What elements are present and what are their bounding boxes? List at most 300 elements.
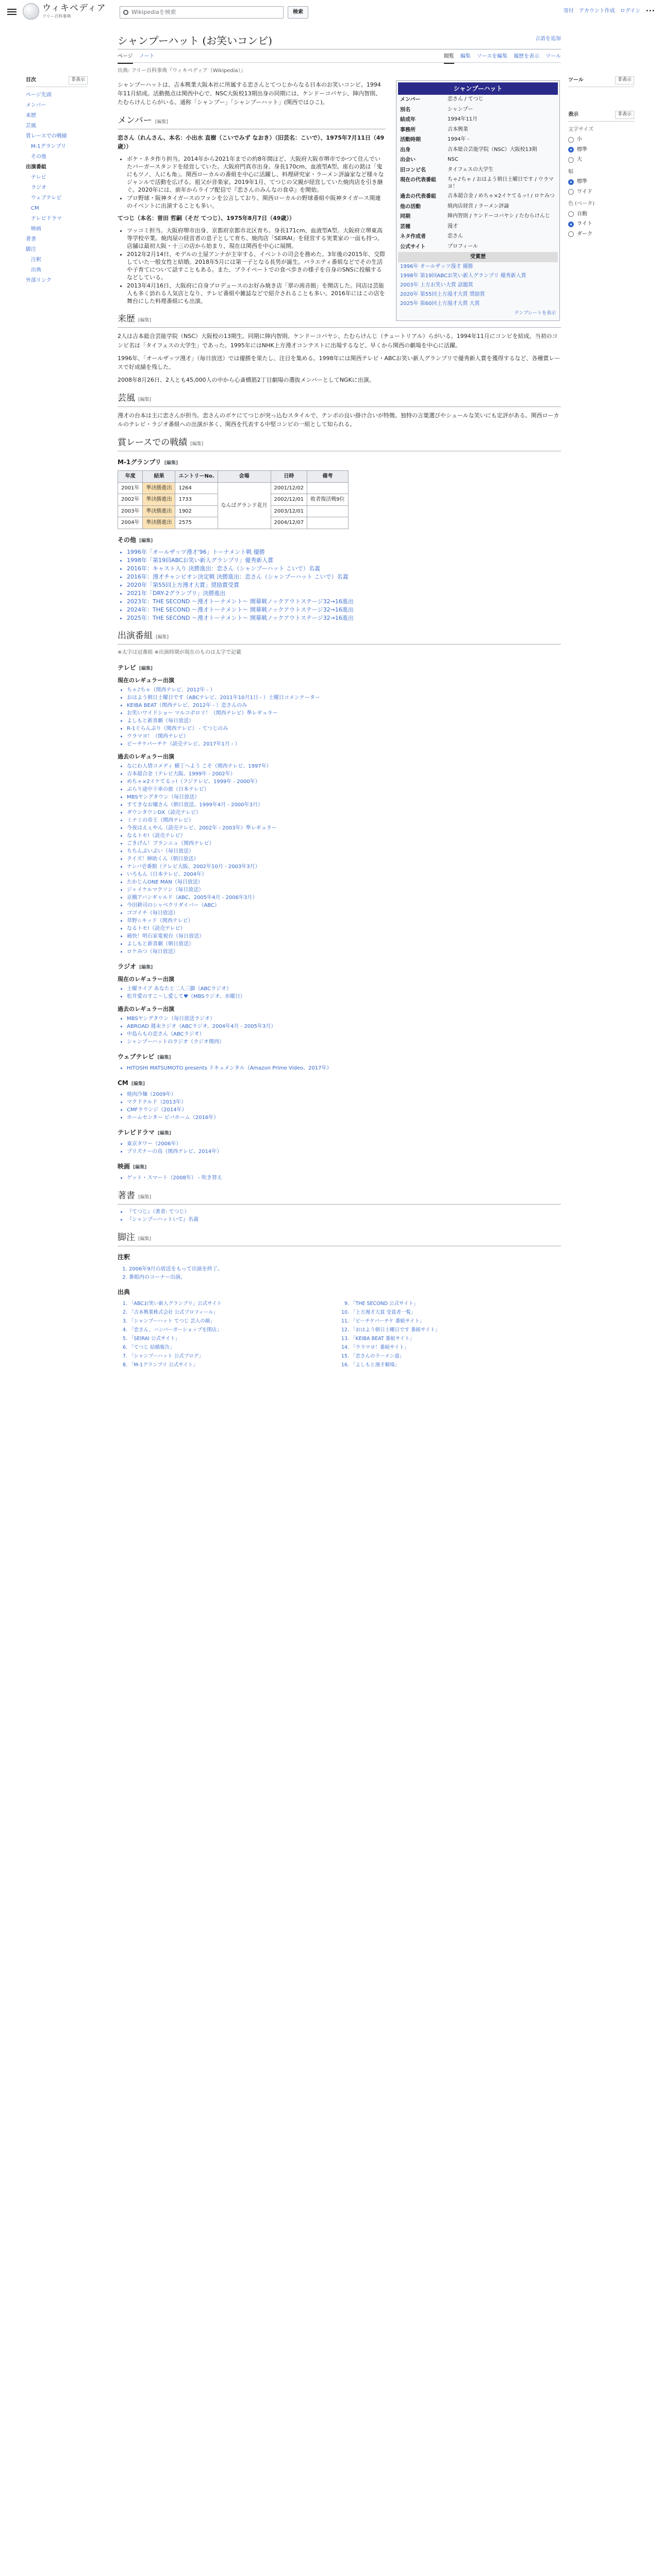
edit-text: 編集 (192, 442, 202, 447)
tv-show-item: • 草野☆キッド（関西テレビ） (127, 918, 561, 925)
award-item: • 2016年：漫才チャンピオン決定戦 決勝進出：恋さん（シャンプーハット こいで）名義 (127, 573, 561, 581)
subsection-cm (118, 1078, 561, 1088)
infobox-row (398, 242, 558, 252)
member2-head: てつじ（本名：曽田 哲嗣（そだ てつじ）、1975年8月7日（49歳）） (118, 215, 295, 222)
heading-text: テレビ (118, 664, 136, 671)
logo-name: ウィキペディア (42, 3, 106, 13)
award-item: • 2023年：THE SECOND 〜漫才トーナメント〜 開幕戦ノックアウトステージ32→16進出 (127, 598, 561, 605)
award-item: • 1998年「第19回ABCお笑い新人グランプリ」優秀新人賞 (127, 556, 561, 564)
personal-tools (564, 7, 655, 15)
toc-item[interactable]: テレビドラマ (31, 215, 62, 222)
edit-text: 編集 (141, 964, 151, 970)
reference-item: 12. 「おはよう朝日土曜日です 番組サイト」 (351, 1327, 545, 1334)
tv-current-label: 現在のレギュラー出演 (118, 676, 174, 684)
reference-item: 7. 「シャンプーハット 公式ブログ」 (129, 1353, 324, 1360)
infobox-value: 漫才 (448, 223, 458, 229)
shows-note: ※太字は冠番組 ※出演時期が現在のものは太字で記載 (118, 650, 241, 656)
m1-table-cell: 準決勝進出 (143, 482, 175, 494)
infobox-award-row (398, 272, 558, 281)
heading-text: 映画 (118, 1162, 130, 1170)
more-options-icon[interactable]: ••• (646, 8, 655, 14)
section-notes (118, 1231, 561, 1246)
tv-show-item: • すてきなお嬢さん（朝日放送、1999年4月 - 2000年3月） (127, 802, 561, 809)
infobox-value: 吉本総合芸能学院（NSC）大阪校13期 (448, 146, 537, 152)
lead-text: シャンプーハットは、吉本興業大阪本社に所属する恋さんとてつじからなる日本のお笑いコンビ。1994年11月結成。活動拠点は関西中心で、NSC大阪校13期出身の同期には、ケンドーコバヤシ、陣内智則、たむらけんじらがいる。通称「シャンプー」「シャンプーハット」(関西ではひこ)。 (118, 81, 382, 106)
width-label: 幅 (568, 168, 573, 175)
infobox-title: シャンプーハット (398, 82, 558, 95)
m1-table-cell: 敗者復活戦9位 (307, 494, 348, 506)
radio-label: ダーク (577, 231, 592, 237)
infobox-key: 活動時期 (400, 137, 421, 143)
edit-text: 編集 (140, 1236, 150, 1242)
right-sidebar (568, 76, 634, 240)
infobox-key: 出会い (400, 157, 416, 163)
note-item: 1. 2006年9月の放送をもって出演を終了。 (129, 1265, 561, 1273)
cm-item: • 焼肉冷麺（2009年） (127, 1091, 561, 1098)
infobox-key: メンバー (400, 97, 421, 103)
appearance-hide-button[interactable]: 非表示 (615, 111, 634, 119)
m1-table-cell: 2001/12/02 (271, 482, 307, 494)
toc-item[interactable]: 外部リンク (26, 277, 52, 283)
heading-text: メンバー (118, 115, 152, 126)
radio-label: 自動 (577, 211, 587, 217)
tv-show-item: • MBSヤングタウン（毎日放送） (127, 794, 561, 801)
m1-table-header: エントリーNo. (175, 471, 218, 483)
member1-head: 恋さん（れんさん、本名：小出水 直樹（こいでみず なおき）（旧芸名：こいで）、1975年7月11日（49歳）） (118, 134, 385, 150)
reference-item: 2. 「吉本興業株式会社 公式プロフィール」 (129, 1309, 324, 1316)
toc-item[interactable]: M-1グランプリ (31, 143, 67, 149)
template-link[interactable]: テンプレートを表示 (514, 310, 556, 316)
infobox-key: 過去の代表番組 (400, 194, 436, 200)
award-item: • 1996年「オールザッツ漫才'96」トーナメント戦 優勝 (127, 548, 561, 556)
radio-label: 標準 (577, 146, 587, 152)
menu-icon[interactable] (7, 7, 16, 16)
reference-item: 4. 「恋さん、ハンバーガーショップを閉店」 (129, 1327, 324, 1334)
tab-edit[interactable]: 編集 (460, 54, 471, 59)
toc-item[interactable]: 出典 (31, 267, 41, 273)
infobox-key: 旧コンビ名 (400, 167, 426, 173)
tv-show-item: • よしもと新喜劇（朝日放送） (127, 941, 561, 948)
edit-link[interactable]: [編集] (139, 666, 153, 671)
heading-text: ウェブテレビ (118, 1053, 155, 1060)
color-label: 色 (ベータ) (568, 201, 594, 207)
tv-show-item: • ジャイケルマクソン（毎日放送） (127, 887, 561, 894)
drama-item: • 東京タワー（2006年） (127, 1141, 561, 1148)
tools-title: ツール (568, 77, 584, 83)
search-button[interactable]: 検索 (288, 6, 308, 19)
member2-body2: • 2012年2月14日、モデルの土屋アンナが主宰する、イベントの司会を務めた。3年後の2015年、交際していた一般女性と結婚。2018年5月には第一子となる長男が誕生。バラエティ番組などでその生活や子育てについて話すこともある。また、プライベートでの食べ歩きの様子を自身のSNSに投稿するなどしている。 (127, 250, 386, 281)
subsection-drama (118, 1128, 561, 1138)
infobox-award[interactable]: 2025年 第60回上方漫才大賞 大賞 (400, 300, 480, 307)
reference-item: 6. 「てつじ 結婚報告」 (129, 1344, 324, 1351)
edit-link[interactable]: [編集] (155, 119, 168, 125)
award-item: • 2016年：キャスト入り 決勝進出：恋さん（シャンプーハット こいで）名義 (127, 565, 561, 572)
color-light[interactable] (568, 220, 634, 228)
edit-text: 編集 (157, 119, 167, 125)
reference-item: 3. 「シャンプーハット てつじ 芸人の顔」 (129, 1318, 324, 1325)
edit-link[interactable]: [編集] (164, 461, 178, 466)
text-size-label: 文字サイズ (568, 126, 594, 132)
m1-table-cell: 2002/12/01 (271, 494, 307, 506)
search-placeholder: Wikipediaを検索 (131, 9, 176, 16)
reference-item: 13. 「KEIBA BEAT 番組サイト」 (351, 1335, 545, 1343)
tv-show-item: • ごきげん！ブランニュ（関西テレビ） (127, 840, 561, 848)
infobox-row (398, 212, 558, 222)
edit-link[interactable]: [編集] (139, 964, 153, 970)
tv-show-item: • 吉本超合金（テレビ大阪、1999年 - 2002年） (127, 771, 561, 778)
toc-item[interactable]: 注釈 (31, 257, 41, 263)
infobox-value: 恋さん / てつじ (448, 96, 484, 103)
section-shows (118, 629, 561, 645)
radio-past-label: 過去のレギュラー出演 (118, 1005, 174, 1012)
edit-text: 編集 (166, 461, 176, 466)
tab-read[interactable]: 閲覧 (444, 53, 454, 64)
m1-venue-cell: なんばグランド花月 (218, 482, 271, 529)
tab-edit-source[interactable]: ソースを編集 (476, 54, 508, 59)
edit-link[interactable]: [編集] (131, 1081, 145, 1087)
toc-item[interactable]: ウェブテレビ (31, 195, 62, 201)
radio-show-item: • ABROAD 週末ラジオ（ABCラジオ、2004年4月 - 2005年3月） (127, 1023, 561, 1030)
m1-table-row (118, 482, 349, 494)
m1-table-cell (307, 505, 348, 517)
search-input[interactable] (120, 6, 284, 19)
edit-text: 編集 (159, 1055, 169, 1060)
infobox-key: 同期 (400, 214, 410, 220)
radio-current-label: 現在のレギュラー出演 (118, 975, 174, 982)
tv-show-item: • 京橋アバンギャルド（ABC、2005年4月 - 2006年3月） (127, 894, 561, 902)
reference-item: 11. 「ピーチケパーチケ 番組サイト」 (351, 1318, 545, 1325)
m1-table-cell: 2003年 (118, 505, 143, 517)
cm-item: • CMFラウンジ（2014年） (127, 1107, 561, 1114)
section-awards (118, 436, 561, 451)
infobox-award[interactable]: 1996年 オールザッツ漫才 優勝 (400, 263, 473, 269)
infobox-row (398, 145, 558, 156)
tv-show-item: • たかじんONE MAN（毎日放送） (127, 879, 561, 886)
tv-show-item: • ぶらり途中下車の旅（日本テレビ） (127, 786, 561, 793)
edit-text: 編集 (141, 538, 151, 544)
m1-table-cell: 2004/12/07 (271, 517, 307, 529)
tv-show-item: • 痛快！明石家電視台（毎日放送） (127, 933, 561, 940)
infobox-row (398, 105, 558, 115)
edit-text: 編集 (140, 318, 150, 324)
logo-tagline: フリー百科事典 (42, 14, 71, 19)
toc-item[interactable]: 来歴 (26, 112, 36, 118)
history-p2: 1996年、「オールザッツ漫才」（毎日放送）では優勝を果たし、注目を集める。1998年には関西テレビ・ABCお笑い新人グランプリで優秀新人賞を獲得するなど、各種賞レースで好成績を残した。 (118, 354, 560, 370)
radio-icon (568, 231, 574, 237)
m1-table-cell: 2002年 (118, 494, 143, 506)
reference-item: 16. 「よしもと漫才劇場」 (351, 1362, 545, 1369)
edit-text: 編集 (159, 1130, 169, 1136)
m1-table-cell (307, 482, 348, 494)
edit-link[interactable]: [編集] (138, 1236, 152, 1242)
subsection-film (118, 1162, 561, 1172)
heading-text: 脚注 (118, 1232, 135, 1243)
m1-table-cell (307, 517, 348, 529)
color-dark[interactable] (568, 230, 634, 239)
infobox-key: 他の活動 (400, 204, 421, 210)
toc-hide-button[interactable]: 非表示 (69, 76, 88, 84)
text-size-small[interactable] (568, 135, 634, 144)
tv-show-item: • KEIBA BEAT（関西テレビ、2012年 - ）恋さんのみ (127, 702, 561, 709)
infobox-value: 吉本興業 (448, 126, 468, 132)
subsection-m1 (118, 457, 561, 467)
infobox-row (398, 155, 558, 165)
tv-show-item: • クイズ！紳助くん（朝日放送） (127, 856, 561, 863)
infobox-value: 1994年11月 (448, 116, 478, 123)
radio-icon (568, 137, 574, 143)
radio-show-item: • 松井愛のすこ～し愛して♥（MBSラジオ、水曜日） (127, 993, 561, 1001)
infobox-value: タイフェスの大学生 (448, 166, 493, 173)
radio-icon (568, 211, 574, 217)
edit-text: 編集 (157, 634, 167, 640)
heading-text: M-1グランプリ (118, 459, 161, 466)
infobox-row (398, 192, 558, 202)
infobox-award-row (398, 290, 558, 299)
reference-item: 15. 「恋さんのラーメン道」 (351, 1353, 545, 1360)
m1-table-header: 備考 (307, 471, 348, 483)
edit-link[interactable]: [編集] (138, 1194, 152, 1200)
infobox-value: 焼肉店経営 / ラーメン評論 (448, 203, 509, 209)
award-item: • 2024年：THE SECOND 〜漫才トーナメント〜 開幕戦ノックアウトステージ32→16進出 (127, 606, 561, 614)
reference-item: 1. 「ABCお笑い新人グランプリ」公式サイト (129, 1300, 324, 1308)
radio-show-item: • MBSヤングタウン（毎日放送ラジオ） (127, 1015, 561, 1023)
radio-selected-icon (568, 147, 574, 152)
m1-table-header: 結果 (143, 471, 175, 483)
toc-item[interactable]: 映画 (31, 226, 41, 232)
section-books (118, 1189, 561, 1205)
edit-link[interactable]: [編集] (138, 318, 152, 324)
infobox-key: 別名 (400, 107, 410, 113)
award-item: • 2021年「DRY-2グランプリ」決勝進出 (127, 589, 561, 597)
page-tabs (118, 49, 561, 63)
edit-text: 編集 (141, 666, 151, 671)
heading-text: 著書 (118, 1190, 135, 1201)
radio-show-item: • シャンプーハットのラジオ（ラジオ関西） (127, 1039, 561, 1046)
heading-text: 芸風 (118, 393, 135, 403)
tv-show-item: • よしもと新喜劇（毎日放送） (127, 718, 561, 725)
book-item: • 『シャンプーハットいて』名義 (127, 1216, 561, 1224)
reference-item: 5. 「SEIRAI 公式サイト」 (129, 1335, 324, 1343)
reference-item: 9. 「THE SECOND 公式サイト」 (351, 1300, 545, 1308)
infobox-value: シャンプー (448, 106, 473, 112)
tv-show-item: • ゴゴイチ（毎日放送） (127, 910, 561, 917)
toc-item[interactable]: その他 (31, 154, 46, 160)
history-p3: 2008年8月26日、2人とも45,000人の中から心斎橋筋2丁目劇場の選抜メンバーとしてNGKに出演。 (118, 376, 375, 383)
edit-link[interactable]: [編集] (157, 1055, 171, 1060)
wikipedia-globe-icon (23, 3, 39, 20)
heading-text: 来歴 (118, 314, 135, 325)
award-item: • 2025年：THE SECOND 〜漫才トーナメント〜 開幕戦ノックアウトステージ32→16進出 (127, 614, 561, 622)
heading-text: ラジオ (118, 962, 137, 970)
note-item: 2. 番組内のコーナー出演。 (129, 1274, 561, 1281)
color-auto[interactable] (568, 210, 634, 218)
infobox-row (398, 202, 558, 212)
subsection-radio (118, 962, 561, 972)
radio-selected-icon (568, 222, 574, 227)
edit-link[interactable]: [編集] (133, 1164, 147, 1170)
edit-text: 編集 (140, 1194, 150, 1200)
award-item: • 2020年「第55回上方漫才大賞」奨励賞受賞 (127, 581, 561, 589)
tv-show-item: • お笑いワイドショー マルコポロリ！（関西テレビ）準レギュラー (127, 710, 561, 717)
member2-body: • ツッコミ担当。大阪府堺市出身、京都府京都市北区育ち。身長171cm、血液型A型。大阪府立堺東高等学校卒業。焼肉屋の経営者の息子として育ち、焼肉店「SEIRAI」を経営する実業家の一面も持つ。店舗は最初大阪・十三の店から始まり、現在は関西を中心に展開。 (127, 227, 386, 250)
infobox (396, 80, 560, 321)
toc-item[interactable]: ページ先頭 (26, 92, 52, 98)
edit-link[interactable]: [編集] (138, 397, 152, 402)
infobox-award-row (398, 281, 558, 290)
web-show-item: • HITOSHI MATSUMOTO presents ドキュメンタル（Amazon Prime Video、2017年） (127, 1065, 561, 1072)
style-p1: 漫才の台本は主に恋さんが担当。恋さんのボケにてつじが突っ込むスタイルで、テンポの良い掛け合いが特徴。独特の言葉選びやシュールな笑いにも定評がある。関西ローカルのテレビ・ラジオ番組への出演が多く、関西を代表する中堅コンビの一組として知られる。 (118, 412, 559, 428)
references (118, 1300, 561, 1370)
toc-item[interactable]: 脚注 (26, 246, 36, 252)
others-list (127, 548, 561, 622)
toc-title: 目次 (26, 77, 36, 83)
width-standard[interactable] (568, 178, 634, 186)
radio-label: ライト (577, 221, 592, 227)
create-account-link[interactable]: アカウント作成 (578, 8, 615, 14)
tv-show-item: • ウラマヨ！（関西テレビ） (127, 733, 561, 740)
donate-link[interactable]: 寄付 (563, 8, 574, 14)
m1-table-cell: 2001年 (118, 482, 143, 494)
tv-show-item: • 今田耕司のシャベクリダイバー（ABC） (127, 902, 561, 909)
heading-text: CM (118, 1079, 128, 1087)
edit-link[interactable]: [編集] (157, 1130, 172, 1136)
m1-table-cell: 2004年 (118, 517, 143, 529)
heading-text: その他 (118, 536, 137, 544)
infobox-key: 出身 (400, 147, 410, 153)
infobox-award[interactable]: 2003年 上方お笑い大賞 話題賞 (400, 282, 473, 288)
history-p1: 2人は吉本総合芸能学院（NSC）大阪校の13期生。同期に陣内智則、ケンドーコバヤシ、たむらけんじ（チュートリアル）らがいる。1994年11月にコンビを結成。当初のコンビ名は「タイフェスの大学生」であった。1995年にはNHK上方漫才コンテストに出場するなど、早くから関西の劇場を中心に活躍。 (118, 333, 558, 349)
radio-label: 小 (577, 137, 582, 143)
radio-icon (568, 157, 574, 163)
film-item: • ゲット・スマート（2008年） - 吹き替え (127, 1175, 561, 1182)
text-size-standard[interactable] (568, 146, 634, 154)
edit-link[interactable]: [編集] (156, 634, 169, 640)
infobox-value: 恋さん (448, 233, 463, 240)
infobox-row (398, 232, 558, 242)
edit-link[interactable]: [編集] (190, 442, 204, 447)
m1-table-header: 日時 (271, 471, 307, 483)
member2-body3: • 2013年4月16日、大阪府に自身プロデュースのお好み焼き店「翠の茜音館」を開店した。同店は芸能人も多く訪れる人気店となり、テレビ番組や雑誌などで紹介されることも多い。2016年にはこの店を舞台にした料理番組にも出演。 (127, 282, 386, 305)
tab-history[interactable]: 履歴を表示 (514, 54, 540, 59)
toc-item[interactable]: CM (31, 205, 39, 211)
search-icon (123, 10, 128, 15)
table-of-contents (26, 76, 88, 286)
infobox-row (398, 125, 558, 135)
tv-show-item: • いろもん（日本テレビ、2004年） (127, 871, 561, 878)
m1-table-header: 年度 (118, 471, 143, 483)
login-link[interactable]: ログイン (620, 8, 641, 14)
main-content (118, 31, 561, 1370)
tv-show-item: • なるトモ!（読売テレビ） (127, 925, 561, 933)
toc-item[interactable]: ラジオ (31, 184, 46, 191)
page-title: シャンプーハット (お笑いコンビ) (118, 35, 272, 47)
infobox-value: プロフィール (448, 243, 478, 249)
infobox-row (398, 115, 558, 125)
book-item: • 『てつじ』（著者: てつじ） (127, 1209, 561, 1216)
site-logo[interactable] (23, 3, 106, 20)
edit-text: 編集 (133, 1081, 143, 1087)
add-language-button[interactable]: 言語を追加 (535, 36, 561, 42)
m1-table-cell: 2003/12/01 (271, 505, 307, 517)
subsection-others (118, 535, 561, 545)
tv-show-item: • ピーチケパーチケ（読売テレビ、2017年1月 - ） (127, 741, 561, 748)
drama-item: • プリズナーの鳥（関西テレビ、2014年） (127, 1148, 561, 1156)
radio-label: ワイド (577, 189, 592, 195)
toc-item[interactable]: メンバー (26, 102, 46, 108)
toc-item[interactable]: 著書 (26, 236, 36, 242)
m1-table-cell: 準決勝進出 (143, 517, 175, 529)
heading-text: 賞レースでの戦績 (118, 437, 188, 448)
tv-show-item: • ダウンタウンDX（読売テレビ） (127, 809, 561, 817)
tv-show-item: • ナンバ壱番館（テレビ大阪、2002年10月 - 2003年3月） (127, 863, 561, 871)
infobox-key: 事務所 (400, 127, 416, 133)
tv-past-label: 過去のレギュラー出演 (118, 753, 174, 760)
infobox-value: ちゃ♪ちゃ / おはよう朝日土曜日です / ウラマヨ！ (448, 177, 554, 190)
appearance-title: 表示 (568, 111, 578, 117)
width-wide[interactable] (568, 188, 634, 196)
m1-table-header: 会場 (218, 471, 271, 483)
m1-table-cell: 1733 (175, 494, 218, 506)
infobox-row (398, 222, 558, 232)
toc-item[interactable]: 出演番組 (26, 164, 46, 170)
tv-show-item: • R-1ぐらんぷり（関西テレビ） - てつじのみ (127, 725, 561, 733)
tv-show-item: • めちゃ×2イケてるッ!（フジテレビ、1999年 - 2000年） (127, 778, 561, 786)
m1-table-cell: 1264 (175, 482, 218, 494)
lead-paragraph (118, 80, 386, 107)
tab-talk[interactable]: ノート (139, 54, 155, 59)
text-size-large[interactable] (568, 156, 634, 164)
reference-item: 8. 「M-1グランプリ 公式サイト」 (129, 1362, 324, 1369)
infobox-value: 吉本超合金 / めちゃ×2イケてるッ! / ロケみつ (448, 193, 555, 199)
tv-show-item: • ロケみつ（毎日放送） (127, 948, 561, 956)
radio-label: 大 (577, 157, 582, 163)
toc-item[interactable]: 芸風 (26, 123, 36, 129)
infobox-award[interactable]: 1998年 第19回ABCお笑い新人グランプリ 優秀新人賞 (400, 273, 526, 279)
m1-table-cell: 準決勝進出 (143, 494, 175, 506)
tab-page[interactable]: ページ (118, 53, 133, 64)
infobox-value: 1994年 - (448, 137, 470, 143)
toc-item[interactable]: テレビ (31, 174, 46, 180)
infobox-value: 陣内智則 / ケンドーコバヤシ / たむらけんじ (448, 213, 550, 219)
infobox-award-row (398, 262, 558, 272)
infobox-award[interactable]: 2020年 第55回上方漫才大賞 奨励賞 (400, 291, 485, 297)
cm-item: • マクドナルド（2013年） (127, 1099, 561, 1106)
edit-link[interactable]: [編集] (139, 538, 153, 544)
radio-icon (568, 189, 574, 195)
m1-table (118, 470, 349, 529)
infobox-award-row (398, 299, 558, 309)
toc-item[interactable]: 賞レースでの戦績 (26, 133, 67, 139)
subsection-web (118, 1052, 561, 1062)
m1-table-cell: 準決勝進出 (143, 505, 175, 517)
tv-show-item: • おはよう朝日土曜日です（ABCテレビ、2011年10月1日 - ）土曜日コメンテーター (127, 694, 561, 702)
subsection-refs: 出典 (118, 1288, 130, 1296)
tools-hide-button[interactable]: 非表示 (615, 76, 634, 84)
infobox-row (398, 165, 558, 176)
infobox-row (398, 135, 558, 145)
m1-table-cell: 2575 (175, 517, 218, 529)
tab-tools[interactable]: ツール (545, 54, 561, 59)
member1-body2: • プロ野球・阪神タイガースのファンを公言しており、関西ローカルの野球番組や阪神タイガース関連のイベントに出演することも多い。 (127, 194, 386, 210)
subsection-notes: 注釈 (118, 1253, 130, 1261)
subsection-tv (118, 663, 561, 673)
tv-show-item: • なるトモ!（読売テレビ） (127, 833, 561, 840)
m1-table-cell: 1902 (175, 505, 218, 517)
edit-text: 編集 (135, 1164, 145, 1170)
infobox-key: 芸種 (400, 224, 410, 230)
tv-show-item: • ミナミの帝王（関西テレビ） (127, 817, 561, 824)
infobox-row (398, 175, 558, 192)
